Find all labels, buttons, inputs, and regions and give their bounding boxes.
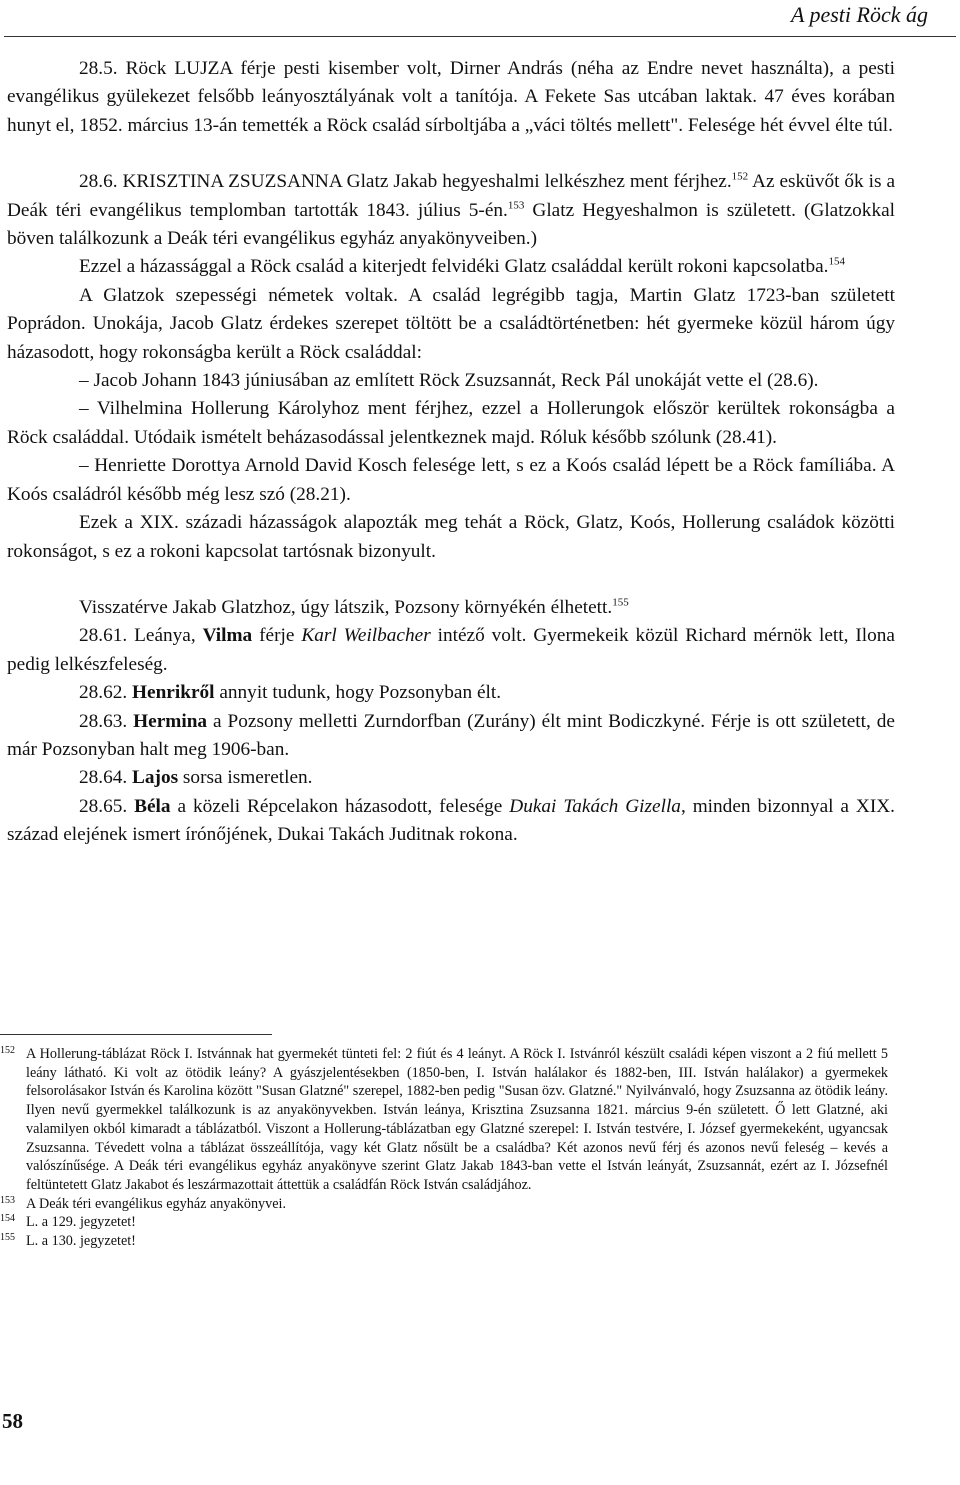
footnote-text: L. a 129. jegyzetet! [26,1214,136,1231]
name-karl-weilbacher: Karl Weilbacher [301,625,431,647]
text-run: a közeli Répcelakon házasodott, felesége [170,795,510,817]
text-run: sorsa ismeretlen. [178,767,313,789]
paragraph-28-64 [7,764,895,792]
page-number: 58 [2,1409,23,1433]
paragraph-28-62 [7,679,895,707]
header-divider [4,36,956,37]
text-run: férje [252,625,302,647]
name-lajos: Lajos [132,767,179,789]
paragraph-summary: Ezek a XIX. századi házasságok alapozták meg tehát a Röck, Glatz, Koós, Hollerung családok közötti rokonságot, s ez a rokoni kapcsolat tartósnak bizonyult. [7,512,895,562]
text-run: 28.63. [79,710,134,732]
footnote-ref-155[interactable]: 155 [612,596,629,609]
text-run: Glatz Hegyeshalmon is született. (Glatzokkal böven találkozunk a Deák téri evangélikus egyház anyakönyveiben.) [7,199,895,250]
paragraph-glatz-connection [7,253,895,281]
text-run: annyit tudunk, hogy Pozsonyban élt. [214,682,502,704]
paragraph-28-63 [7,708,895,765]
running-header-title: A pesti Röck ág [790,2,928,27]
footnote-number: 152 [0,1045,15,1056]
paragraph-28-61 [7,622,895,679]
text-run: 28.64. [79,767,133,789]
main-text [7,55,895,850]
name-dukai-takach-gizella: Dukai Takách Gizella [509,795,681,817]
paragraph-gap [7,566,895,594]
text-run: 28.62. [79,682,133,704]
footnote-divider [0,1034,272,1035]
footnote-text: A Hollerung-táblázat Röck I. Istvánnak hat gyermekét tünteti fel: 2 fiút és 4 leányt. A Röck I. Istvánról készült családi képen viszont a 2 fiú mellett 5 leány látható. Ki volt az ötödik leány? A gyászjelentésekben (1850-ben, I. István halálakor és 1882-ben, III. István halálakor) a gyermekek felsorolásakor István és Karolina között "Susan Glatzné" szerepel, 1882-ben pedig "Susan özv. Glatzné." Nyilvánvaló, hogy Zsuzsanna az ötödik leány. Ilyen nevű gyermekkel találkozunk is az anyakönyvekben. István leánya, Krisztina Zsuzsanna 1821. március 9-én született. Ő lett Glatzné, aki valamilyen okból kimaradt a táblázatból. Viszont a Hollerung-táblázatban egy Glatzné szerepel: I. István testvére, I. József gyermekeként, ugyancsak Zsuzsanna. Tévedett volna a táblázat összeállítója, vagy két Glatz nősült be a családba? Két azonos nevű férj és azonos nevű feleség – kevés a valószínűsége. A Deák téri evangélikus egyház anyakönyve szerint Glatz Jakab 1843-ban vette el István leányát, Zsuzsannát, ezért az I. Józsefnél feltüntetett Glatz Jakabot és leszármazottait áttettük a családfán Röck István családjához. [26,1046,888,1193]
list-item-jacob-johann: – Jacob Johann 1843 júniusában az említett Röck Zsuzsannát, Reck Pál unokáját vette el (28.6). [79,370,819,392]
footnote-text: L. a 130. jegyzetet! [26,1233,136,1250]
footnote-152 [0,1045,888,1195]
text-run: 28.61. Leánya, [79,625,203,647]
footnote-ref-152[interactable]: 152 [731,170,749,183]
name-henrik: Henrikről [132,682,215,704]
footnote-ref-154[interactable]: 154 [828,256,846,269]
text-run: 28.6. KRISZTINA ZSUZSANNA Glatz Jakab hegyeshalmi lelkészhez ment férjhez. [79,171,732,193]
text-run: Az esküvőt ők is a Deák téri evangélikus templomban tartották 1843. július 5-én. [7,171,896,221]
footnote-text: A Deák téri evangélikus egyház anyakönyvei. [26,1195,287,1212]
name-bela: Béla [134,795,171,817]
text-run: intéző volt. Gyermekeik közül Richard mérnök lett, Ilona pedig lelkészfeleség. [7,625,895,675]
paragraph-glatz-origins: A Glatzok szepességi németek voltak. A család legrégibb tagja, Martin Glatz 1723-ban született Poprádon. Unokája, Jacob Glatz érdekes szerepet töltött be a családtörténetben: hét gyermeke közül három úgy házasodott, hogy rokonságba került a Röck családdal: [7,284,895,363]
list-item-henriette: – Henriette Dorottya Arnold David Kosch felesége lett, s ez a Koós család lépett be a Röck famíliába. A Koós családról később még lesz szó (28.21). [7,455,895,505]
footnote-155 [0,1232,888,1251]
paragraph-28-6 [7,168,895,253]
paragraph-28-5: 28.5. Röck LUJZA férje pesti kisember volt, Dirner András (néha az Endre nevet használta), a pesti evangélikus gyülekezet felsőbb leányosztályának volt a tanítója. A Fekete Sas utcában laktak. 47 éves korában hunyt el, 1852. március 13-án temették a Röck család sírboltjába a „váci töltés mellett". Felesége hét évvel élte túl. [7,58,895,136]
text-run: Visszatérve Jakab Glatzhoz, úgy látszik, Pozsony környékén élhetett. [79,596,613,618]
paragraph-jakab-glatz [7,594,895,622]
name-vilma: Vilma [202,625,253,647]
list-item-vilhelmina: – Vilhelmina Hollerung Károlyhoz ment férjhez, ezzel a Hollerungok először kerültek rokonságba a Röck családdal. Utódaik ismételt beházasodással jelentkeznek majd. Róluk később szólunk (28.41). [7,398,895,448]
footnote-number: 155 [0,1232,15,1244]
footnotes [0,1045,888,1251]
text-run: 28.65. [79,795,135,817]
footnote-number: 154 [0,1213,15,1225]
text-run: Ezzel a házassággal a Röck család a kiterjedt felvidéki Glatz családdal került rokoni kapcsolatba. [79,256,829,278]
paragraph-28-65 [7,793,895,850]
footnote-154 [0,1213,888,1232]
text-run: a Pozsony melletti Zurndorfban (Zurány) élt mint Bodiczkyné. Férje is ott született, de már Pozsonyban halt meg 1906-ban. [7,710,895,760]
footnote-number: 153 [0,1194,15,1206]
text-run: , minden bizonnyal a XIX. század elejének ismert írónőjének, Dukai Takách Juditnak rokona. [7,795,895,846]
footnote-ref-153[interactable]: 153 [507,199,525,212]
footnote-153 [0,1195,888,1214]
name-hermina: Hermina [133,710,208,732]
